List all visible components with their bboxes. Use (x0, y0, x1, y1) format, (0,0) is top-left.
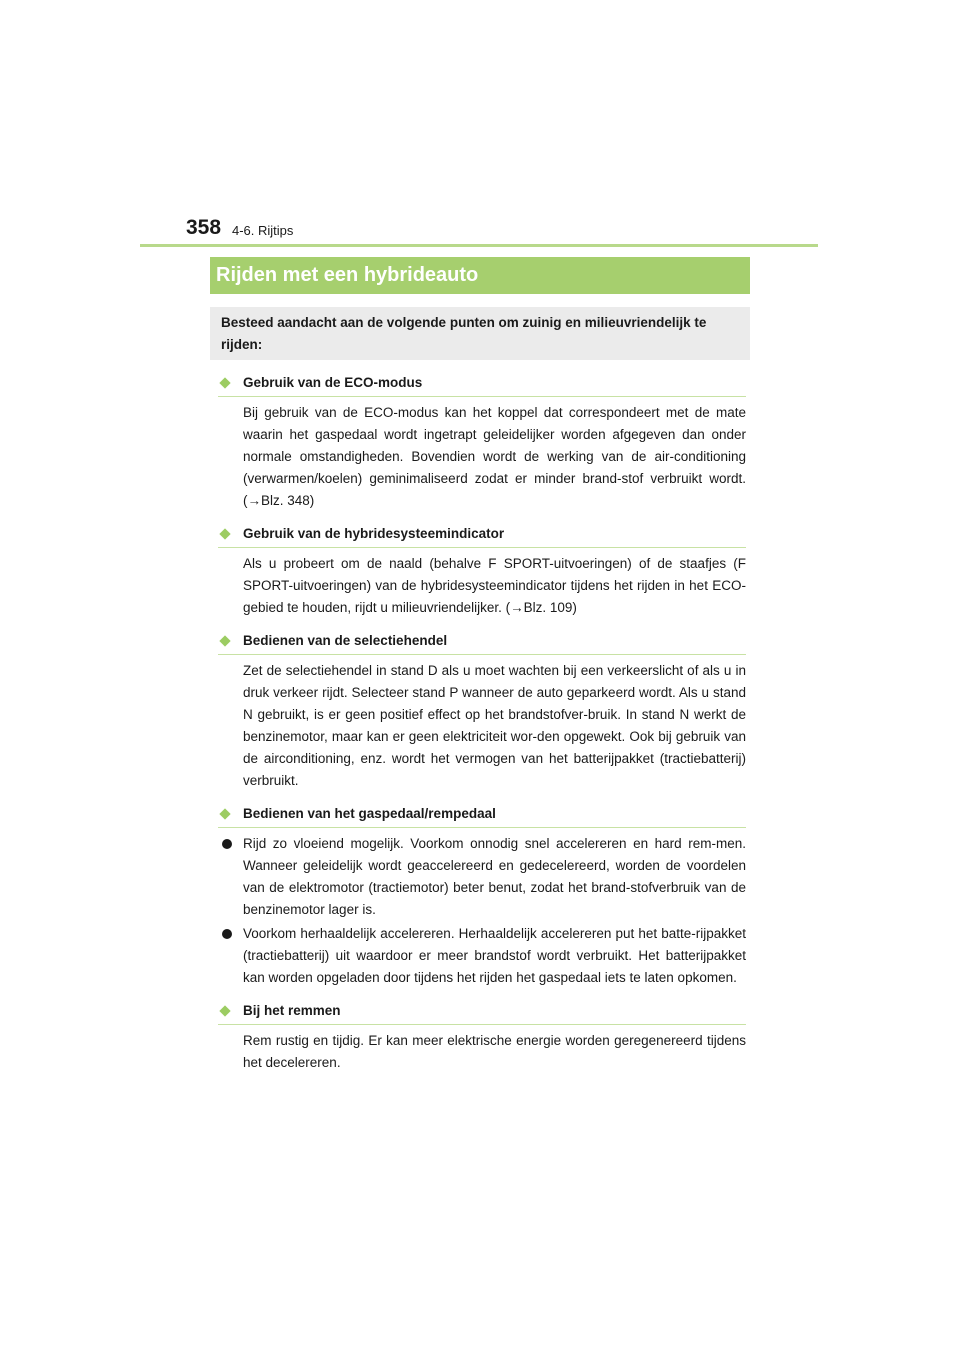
bullet-text: Voorkom herhaaldelijk accelereren. Herhaaldelijk accelereren put het batte-rijpakket (tractiebatterij) uit waardoor er meer brandstof wordt verbruikt. Het batterijpakket kan worden opgeladen door tijdens het rijden het gaspedaal iets te laten opkomen. (243, 926, 746, 985)
diamond-bullet-icon (219, 635, 230, 646)
section-reference: 4-6. Rijtips (232, 223, 294, 238)
diamond-bullet-icon (219, 808, 230, 819)
subheading-text: Bij het remmen (243, 1003, 341, 1018)
diamond-bullet-icon (219, 377, 230, 388)
paragraph-braking: Rem rustig en tijdig. Er kan meer elektrische energie worden geregenereerd tijdens het decelereren. (243, 1033, 746, 1070)
subheading-shift-lever (218, 630, 746, 655)
paragraph-eco-mode: Bij gebruik van de ECO-modus kan het koppel dat correspondeert met de mate waarin het gaspedaal wordt ingetrapt geleidelijker worden afgegeven dan onder normale omstandigheden. Bovendien wordt de werking van de air-conditioning (verwarmen/koelen) geminimaliseerd zodat er minder brand-stof verbruikt wordt. (→Blz. 348) (243, 405, 746, 508)
bullet-text: Rijd zo vloeiend mogelijk. Voorkom onnodig snel accelereren en hard rem-men. Wanneer geleidelijk wordt geaccelereerd en gedecelereerd, worden de voordelen van de elektromotor (tractiemotor) beter benut, zodat het brand-stofverbruik van de benzinemotor lager is. (243, 836, 746, 917)
subheading-text: Bedienen van het gaspedaal/rempedaal (243, 806, 496, 821)
bullet-item (218, 833, 746, 921)
subheading-braking (218, 1000, 746, 1025)
subheading-text: Gebruik van de hybridesysteemindicator (243, 526, 505, 541)
content (218, 372, 746, 1085)
subheading-text: Gebruik van de ECO-modus (243, 375, 423, 390)
page-number: 358 (186, 216, 222, 239)
subheading-hybrid-indicator (218, 523, 746, 548)
header-divider (140, 244, 818, 247)
diamond-bullet-icon (219, 528, 230, 539)
paragraph-shift-lever: Zet de selectiehendel in stand D als u moet wachten bij een verkeerslicht of als u in druk verkeer rijdt. Selecteer stand P wanneer de auto geparkeerd wordt. Als u stand N gebruikt, is er geen positief effect op het brandstofver-bruik. In stand N werkt de benzinemotor, maar kan er geen elektriciteit wor-den opgewekt. Ook bij gebruik van de airconditioning, enz. wordt het vermogen van het batterijpakket (tractiebatterij) verbruikt. (243, 663, 746, 788)
intro-box: Besteed aandacht aan de volgende punten om zuinig en milieuvriendelijk te rijden: (210, 307, 750, 360)
subheading-text: Bedienen van de selectiehendel (243, 633, 448, 648)
bullet-item (218, 923, 746, 989)
subheading-eco-mode (218, 372, 746, 397)
bullet-dot-icon (222, 839, 232, 849)
page-title: Rijden met een hybrideauto (210, 257, 750, 294)
subheading-pedals (218, 803, 746, 828)
diamond-bullet-icon (219, 1005, 230, 1016)
paragraph-hybrid-indicator: Als u probeert om de naald (behalve F SPORT-uitvoeringen) of de staafjes (F SPORT-uitvoeringen) van de hybridesysteemindicator tijdens het rijden in het ECO-gebied te houden, rijdt u milieuvriendelijker. (→Blz. 109) (243, 556, 746, 615)
bullet-dot-icon (222, 929, 232, 939)
